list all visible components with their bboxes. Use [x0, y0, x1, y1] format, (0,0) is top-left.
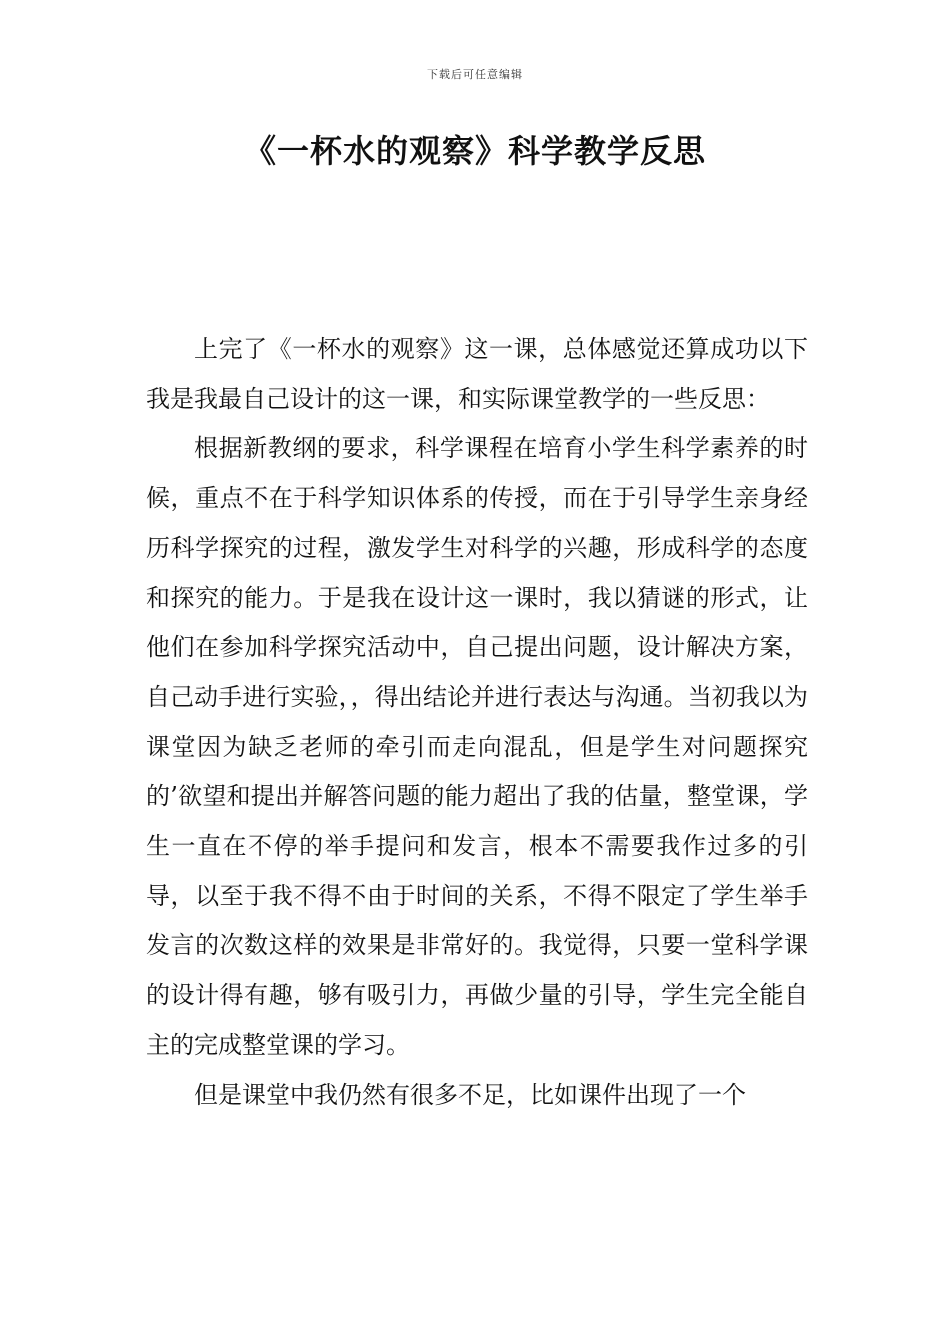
paragraph-1: 上完了《一杯水的观察》这一课，总体感觉还算成功以下我是我最自己设计的这一课，和实际课堂教学的一些反思： [146, 335, 808, 413]
paragraph-3: 但是课堂中我仍然有很多不足，比如课件出现了一个 [194, 1080, 746, 1109]
page-title: 《一杯水的观察》科学教学反思 [243, 132, 706, 170]
header-note: 下载后可任意编辑 [427, 68, 523, 81]
document-body [146, 325, 808, 1120]
paragraph-2: 根据新教纲的要求，科学课程在培育小学生科学素养的时候，重点不在于科学知识体系的传授，而在于引导学生亲身经历科学探究的过程，激发学生对科学的兴趣，形成科学的态度和探究的能力。于是我在设计这一课时，我以猜谜的形式，让他们在参加科学探究活动中，自己提出问题，设计解决方案，自己动手进行实验，，得出结论并进行表达与沟通。当初我以为课堂因为缺乏老师的牵引而走向混乱，但是学生对问题探究的’欲望和提出并解答问题的能力超出了我的估量，整堂课，学生一直在不停的举手提问和发言，根本不需要我作过多的引导，以至于我不得不由于时间的关系，不得不限定了学生举手发言的次数这样的效果是非常好的。我觉得，只要一堂科学课的设计得有趣，够有吸引力，再做少量的引导，学生完全能自主的完成整堂课的学习。 [146, 434, 808, 1059]
